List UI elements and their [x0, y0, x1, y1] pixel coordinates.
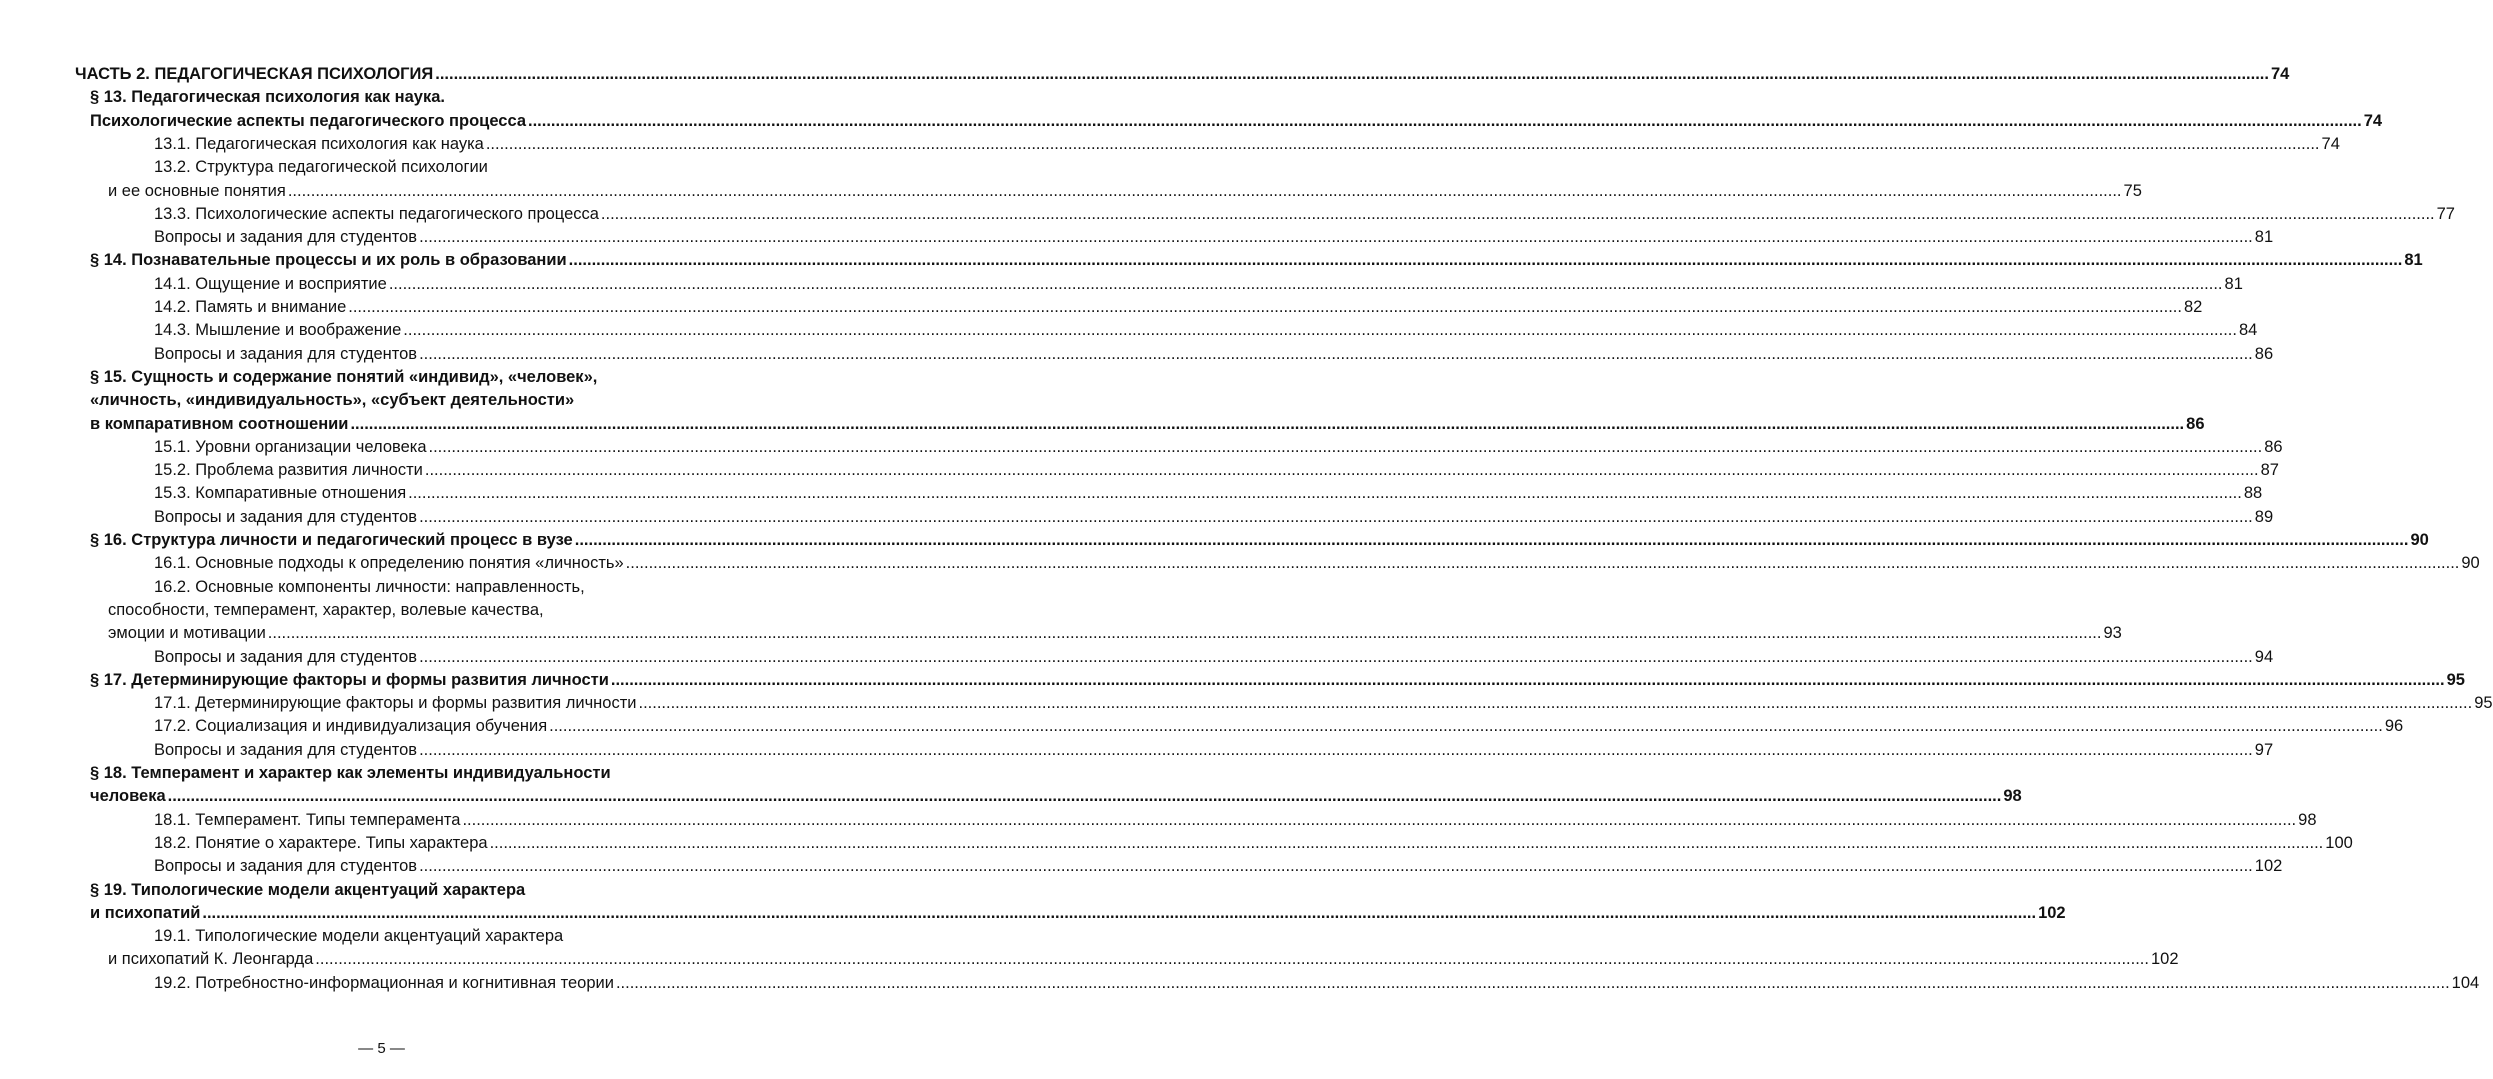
dot-leader: ................................................................................................................................................................................................................................................................................................................................................................................................................ [408, 484, 2242, 503]
dot-leader: ................................................................................................................................................................................................................................................................................................................................................................................................................ [419, 857, 2253, 876]
dot-leader: ................................................................................................................................................................................................................................................................................................................................................................................................................ [435, 65, 2269, 83]
dot-leader: ................................................................................................................................................................................................................................................................................................................................................................................................................ [419, 647, 2253, 666]
toc-page-number: 102 [2150, 950, 2179, 969]
toc-heading-line [0, 63, 2290, 85]
dot-leader: ................................................................................................................................................................................................................................................................................................................................................................................................................ [428, 437, 2263, 456]
toc-heading-line [0, 902, 2066, 924]
toc-page-number: 96 [2384, 717, 2404, 736]
toc-entry-line [0, 506, 2274, 528]
dot-leader: ................................................................................................................................................................................................................................................................................................................................................................................................................ [419, 740, 2253, 759]
toc-entry-text: 16.1. Основные подходы к определению понятия «личность» [154, 554, 624, 573]
toc-page-number: 81 [2254, 228, 2274, 247]
toc-entry-line [0, 692, 2493, 714]
toc-heading-line [0, 529, 2429, 551]
toc-entry-text: Вопросы и задания для студентов [154, 228, 418, 247]
toc-entry-text: § 18. Темперамент и характер как элементы индивидуальности [90, 764, 611, 782]
toc-page-number: 75 [2123, 181, 2142, 200]
toc-entry-text: 17.2. Социализация и индивидуализация обучения [154, 717, 548, 736]
toc-entry-text: способности, темперамент, характер, волевые качества, [108, 600, 544, 619]
toc-entry-text: 13.2. Структура педагогической психологии [154, 158, 488, 177]
toc-heading-line [0, 249, 2423, 271]
toc-entry-line [0, 599, 763, 621]
dot-leader: ................................................................................................................................................................................................................................................................................................................................................................................................................ [419, 344, 2253, 363]
toc-page-number: 95 [2446, 670, 2465, 689]
toc-page-number: 97 [2254, 740, 2274, 759]
toc-heading-line [0, 669, 2465, 691]
toc-page-number: 74 [2270, 65, 2290, 83]
toc-page-number: 82 [2183, 298, 2203, 316]
toc-entry-text: 14.2. Память и внимание [154, 298, 347, 316]
dot-leader: ................................................................................................................................................................................................................................................................................................................................................................................................................ [424, 461, 2259, 480]
toc-entry-text: 14.1. Ощущение и восприятие [154, 274, 387, 293]
toc-entry-text: «личность, «индивидуальность», «субъект деятельности» [90, 391, 575, 410]
toc-entry-text: 16.2. Основные компоненты личности: направленность, [154, 577, 585, 596]
toc-entry-line [0, 226, 2274, 248]
toc-page-number: 104 [2451, 973, 2480, 992]
page-number-footer: — 5 — [358, 1040, 405, 1057]
toc-entry-line [0, 739, 2274, 761]
toc-entry-text: 19.2. Потребностно-информационная и когнитивная теории [154, 973, 614, 992]
toc-entry-line [0, 576, 763, 598]
toc-page-number: 88 [2243, 484, 2263, 503]
dot-leader: ................................................................................................................................................................................................................................................................................................................................................................................................................ [528, 111, 2362, 130]
toc-entry-text: 15.2. Проблема развития личности [154, 461, 423, 480]
toc-page-number: 87 [2260, 461, 2279, 480]
toc-entry-text: § 15. Сущность и содержание понятий «индивид», «человек», [90, 367, 598, 386]
toc-entry-text: § 16. Структура личности и педагогический процесс в вузе [90, 531, 573, 549]
toc-page-number: 86 [2186, 414, 2205, 433]
toc-entry-line [0, 296, 2203, 318]
toc-entry-line [0, 273, 2243, 295]
toc-entry-text: Вопросы и задания для студентов [154, 507, 418, 526]
toc-entry-line [0, 832, 2353, 854]
toc-page-number: 93 [2103, 624, 2122, 643]
toc-entry-text: § 14. Познавательные процессы и их роль в образовании [90, 251, 567, 270]
toc-entry-line [0, 948, 2179, 970]
toc-entry-text: Вопросы и задания для студентов [154, 344, 418, 363]
dot-leader: ................................................................................................................................................................................................................................................................................................................................................................................................................ [549, 717, 2383, 736]
toc-entry-text: § 17. Детерминирующие факторы и формы развития личности [90, 670, 609, 689]
dot-leader: ................................................................................................................................................................................................................................................................................................................................................................................................................ [350, 414, 2185, 433]
toc-entry-text: и ее основные понятия [108, 181, 286, 200]
dot-leader: ................................................................................................................................................................................................................................................................................................................................................................................................................ [388, 274, 2223, 293]
toc-entry-text: § 13. Педагогическая психология как наука. [90, 88, 445, 107]
toc-page-number: 94 [2254, 647, 2274, 666]
toc-entry-text: 19.1. Типологические модели акцентуаций характера [154, 927, 564, 946]
toc-entry-text: эмоции и мотивации [108, 624, 266, 643]
toc-page-number: 81 [2404, 251, 2423, 270]
toc-entry-line [0, 925, 763, 947]
toc-entry-text: ЧАСТЬ 2. ПЕДАГОГИЧЕСКАЯ ПСИХОЛОГИЯ [75, 65, 434, 83]
toc-page-number: 74 [2363, 111, 2383, 130]
toc-heading-line [0, 785, 2022, 807]
toc-heading-line [0, 413, 2205, 435]
dot-leader: ................................................................................................................................................................................................................................................................................................................................................................................................................ [348, 298, 2182, 316]
toc-entry-line [0, 552, 2480, 574]
dot-leader: ................................................................................................................................................................................................................................................................................................................................................................................................................ [167, 787, 2002, 806]
toc-entry-line [0, 203, 2455, 225]
toc-heading-line [0, 762, 763, 784]
toc-entry-line [0, 319, 2258, 341]
toc-entry-line [0, 972, 2480, 994]
toc-entry-text: 14.3. Мышление и воображение [154, 321, 402, 340]
dot-leader: ................................................................................................................................................................................................................................................................................................................................................................................................................ [202, 903, 2037, 922]
dot-leader: ................................................................................................................................................................................................................................................................................................................................................................................................................ [615, 973, 2450, 992]
toc-entry-text: 17.1. Детерминирующие факторы и формы развития личности [154, 694, 637, 713]
dot-leader: ................................................................................................................................................................................................................................................................................................................................................................................................................ [287, 181, 2122, 200]
toc-entry-text: 18.1. Темперамент. Типы темперамента [154, 810, 461, 829]
toc-heading-line [0, 110, 2383, 132]
toc-entry-line [0, 180, 2142, 202]
toc-entry-line [0, 855, 2283, 877]
dot-leader: ................................................................................................................................................................................................................................................................................................................................................................................................................ [638, 694, 2473, 713]
toc-page-number: 86 [2264, 437, 2283, 456]
toc-page-number: 89 [2254, 507, 2274, 526]
toc-page-number: 102 [2254, 857, 2283, 876]
dot-leader: ................................................................................................................................................................................................................................................................................................................................................................................................................ [267, 624, 2102, 643]
toc-entry-text: человека [90, 787, 166, 806]
toc-entry-line [0, 133, 2340, 155]
toc-page-number: 100 [2325, 833, 2353, 852]
dot-leader: ................................................................................................................................................................................................................................................................................................................................................................................................................ [419, 228, 2253, 247]
toc-page-number: 90 [2410, 531, 2429, 549]
dot-leader: ................................................................................................................................................................................................................................................................................................................................................................................................................ [574, 531, 2409, 549]
toc-heading-line [0, 389, 763, 411]
toc-entry-line [0, 436, 2283, 458]
toc-entry-line [0, 715, 2404, 737]
toc-entry-text: 15.3. Компаративные отношения [154, 484, 407, 503]
toc-entry-text: § 19. Типологические модели акцентуаций характера [90, 880, 526, 899]
toc-page-number: 86 [2254, 344, 2274, 363]
dot-leader: ................................................................................................................................................................................................................................................................................................................................................................................................................ [485, 134, 2320, 153]
toc-entry-text: Вопросы и задания для студентов [154, 740, 418, 759]
toc-entry-text: в компаративном соотношении [90, 414, 349, 433]
dot-leader: ................................................................................................................................................................................................................................................................................................................................................................................................................ [419, 507, 2253, 526]
toc-entry-line [0, 482, 2263, 504]
toc-heading-line [0, 86, 763, 108]
toc-page-number: 84 [2238, 321, 2258, 340]
toc-entry-line [0, 459, 2279, 481]
toc-page-number: 77 [2436, 204, 2455, 223]
dot-leader: ................................................................................................................................................................................................................................................................................................................................................................................................................ [600, 204, 2435, 223]
toc-entry-text: Вопросы и задания для студентов [154, 857, 418, 876]
dot-leader: ................................................................................................................................................................................................................................................................................................................................................................................................................ [489, 833, 2324, 852]
dot-leader: ................................................................................................................................................................................................................................................................................................................................................................................................................ [403, 321, 2237, 340]
toc-heading-line [0, 879, 763, 901]
toc-entry-line [0, 343, 2274, 365]
toc-page-number: 74 [2321, 134, 2340, 153]
toc-page-number: 81 [2224, 274, 2243, 293]
toc-page-number: 98 [2003, 787, 2022, 806]
toc-entry-line [0, 809, 2317, 831]
dot-leader: ................................................................................................................................................................................................................................................................................................................................................................................................................ [610, 670, 2445, 689]
toc-entry-text: Вопросы и задания для студентов [154, 647, 418, 666]
toc-entry-line [0, 156, 763, 178]
dot-leader: ................................................................................................................................................................................................................................................................................................................................................................................................................ [568, 251, 2403, 270]
toc-page-number: 102 [2038, 903, 2066, 922]
toc-entry-text: и психопатий К. Леонгарда [108, 950, 314, 969]
toc-entry-line [0, 646, 2274, 668]
toc-entry-text: 13.1. Педагогическая психология как наука [154, 134, 484, 153]
toc-page-number: 90 [2461, 554, 2480, 573]
toc-page-number: 95 [2474, 694, 2493, 713]
dot-leader: ................................................................................................................................................................................................................................................................................................................................................................................................................ [315, 950, 2149, 969]
dot-leader: ................................................................................................................................................................................................................................................................................................................................................................................................................ [462, 810, 2297, 829]
toc-page-number: 98 [2298, 810, 2317, 829]
toc-heading-line [0, 366, 763, 388]
toc-entry-line [0, 622, 2122, 644]
toc-entry-text: и психопатий [90, 903, 201, 922]
toc-entry-text: Психологические аспекты педагогического процесса [90, 111, 527, 130]
toc-entry-text: 15.1. Уровни организации человека [154, 437, 427, 456]
dot-leader: ................................................................................................................................................................................................................................................................................................................................................................................................................ [625, 554, 2460, 573]
toc-entry-text: 13.3. Психологические аспекты педагогического процесса [154, 204, 599, 223]
toc-entry-text: 18.2. Понятие о характере. Типы характера [154, 833, 488, 852]
